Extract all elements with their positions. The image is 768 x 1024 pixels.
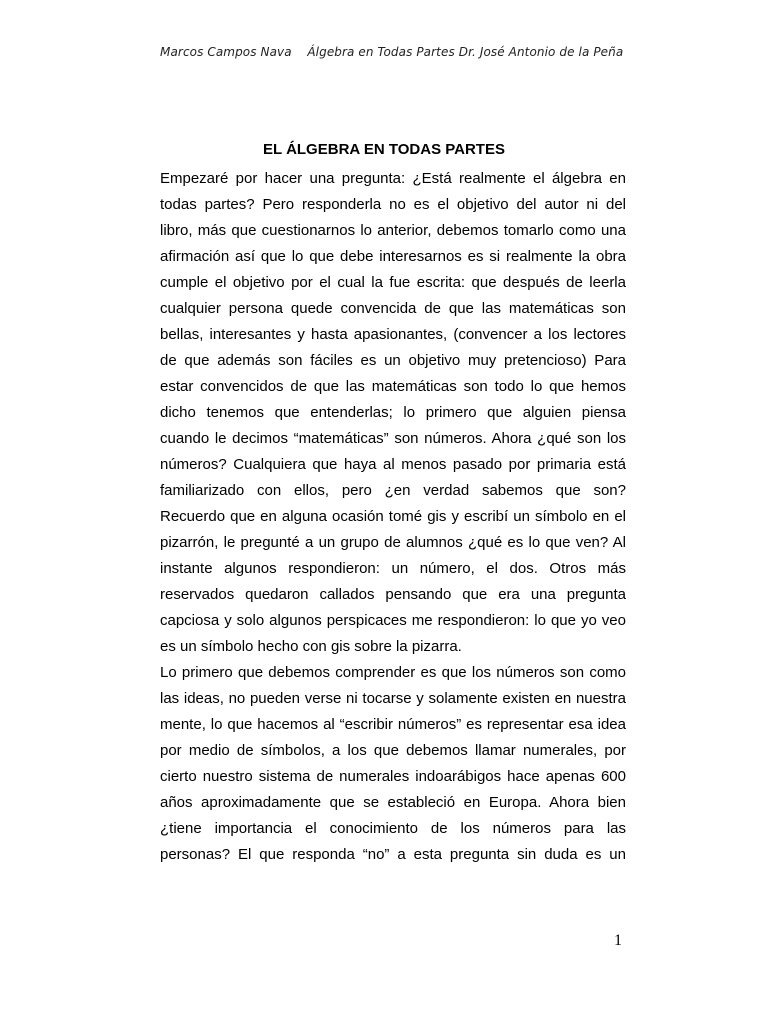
document-title: EL ÁLGEBRA EN TODAS PARTES — [263, 141, 505, 158]
body-line: es un símbolo hecho con gis sobre la pizarra. — [160, 638, 462, 655]
body-line: libro, más que cuestionarnos lo anterior, debemos tomarlo como una — [160, 222, 626, 239]
header-author: Marcos Campos Nava — [160, 45, 292, 59]
body-line: las ideas, no pueden verse ni tocarse y solamente existen en nuestra — [160, 690, 626, 707]
running-header — [160, 45, 623, 59]
body-line: bellas, interesantes y hasta apasionantes, (convencer a los lectores — [160, 326, 626, 343]
body-line: reservados quedaron callados pensando que era una pregunta — [160, 586, 626, 603]
body-line: Empezaré por hacer una pregunta: ¿Está realmente el álgebra en — [160, 170, 626, 187]
body-line: afirmación así que lo que debe interesarnos es si realmente la obra — [160, 248, 626, 265]
body-line: personas? El que responda “no” a esta pregunta sin duda es un — [160, 846, 626, 863]
body-line: cuando le decimos “matemáticas” son números. Ahora ¿qué son los — [160, 430, 626, 447]
body-line: de que además son fáciles es un objetivo muy pretencioso) Para — [160, 352, 626, 369]
body-line: dicho tenemos que entenderlas; lo primero que alguien piensa — [160, 404, 626, 421]
body-line: números? Cualquiera que haya al menos pasado por primaria está — [160, 456, 626, 473]
body-line: capciosa y solo algunos perspicaces me respondieron: lo que yo veo — [160, 612, 626, 629]
body-line: cualquier persona quede convencida de que las matemáticas son — [160, 300, 626, 317]
body-line: pizarrón, le pregunté a un grupo de alumnos ¿qué es lo que ven? Al — [160, 534, 626, 551]
body-text — [160, 166, 626, 868]
body-line: todas partes? Pero responderla no es el objetivo del autor ni del — [160, 196, 626, 213]
body-line: estar convencidos de que las matemáticas son todo lo que hemos — [160, 378, 626, 395]
body-line: ¿tiene importancia el conocimiento de los números para las — [160, 820, 626, 837]
body-line: Recuerdo que en alguna ocasión tomé gis y escribí un símbolo en el — [160, 508, 626, 525]
body-line: mente, lo que hacemos al “escribir números” es representar esa idea — [160, 716, 626, 733]
body-line: cumple el objetivo por el cual la fue escrita: que después de leerla — [160, 274, 626, 291]
body-line: años aproximadamente que se estableció en Europa. Ahora bien — [160, 794, 626, 811]
page-number: 1 — [614, 932, 622, 949]
body-line: cierto nuestro sistema de numerales indoarábigos hace apenas 600 — [160, 768, 626, 785]
body-line: instante algunos respondieron: un número, el dos. Otros más — [160, 560, 626, 577]
body-line: familiarizado con ellos, pero ¿en verdad sabemos que son? — [160, 482, 626, 499]
body-line: Lo primero que debemos comprender es que los números son como — [160, 664, 626, 681]
body-line: por medio de símbolos, a los que debemos llamar numerales, por — [160, 742, 626, 759]
header-work-title: Álgebra en Todas Partes Dr. José Antonio de la Peña — [307, 45, 624, 59]
